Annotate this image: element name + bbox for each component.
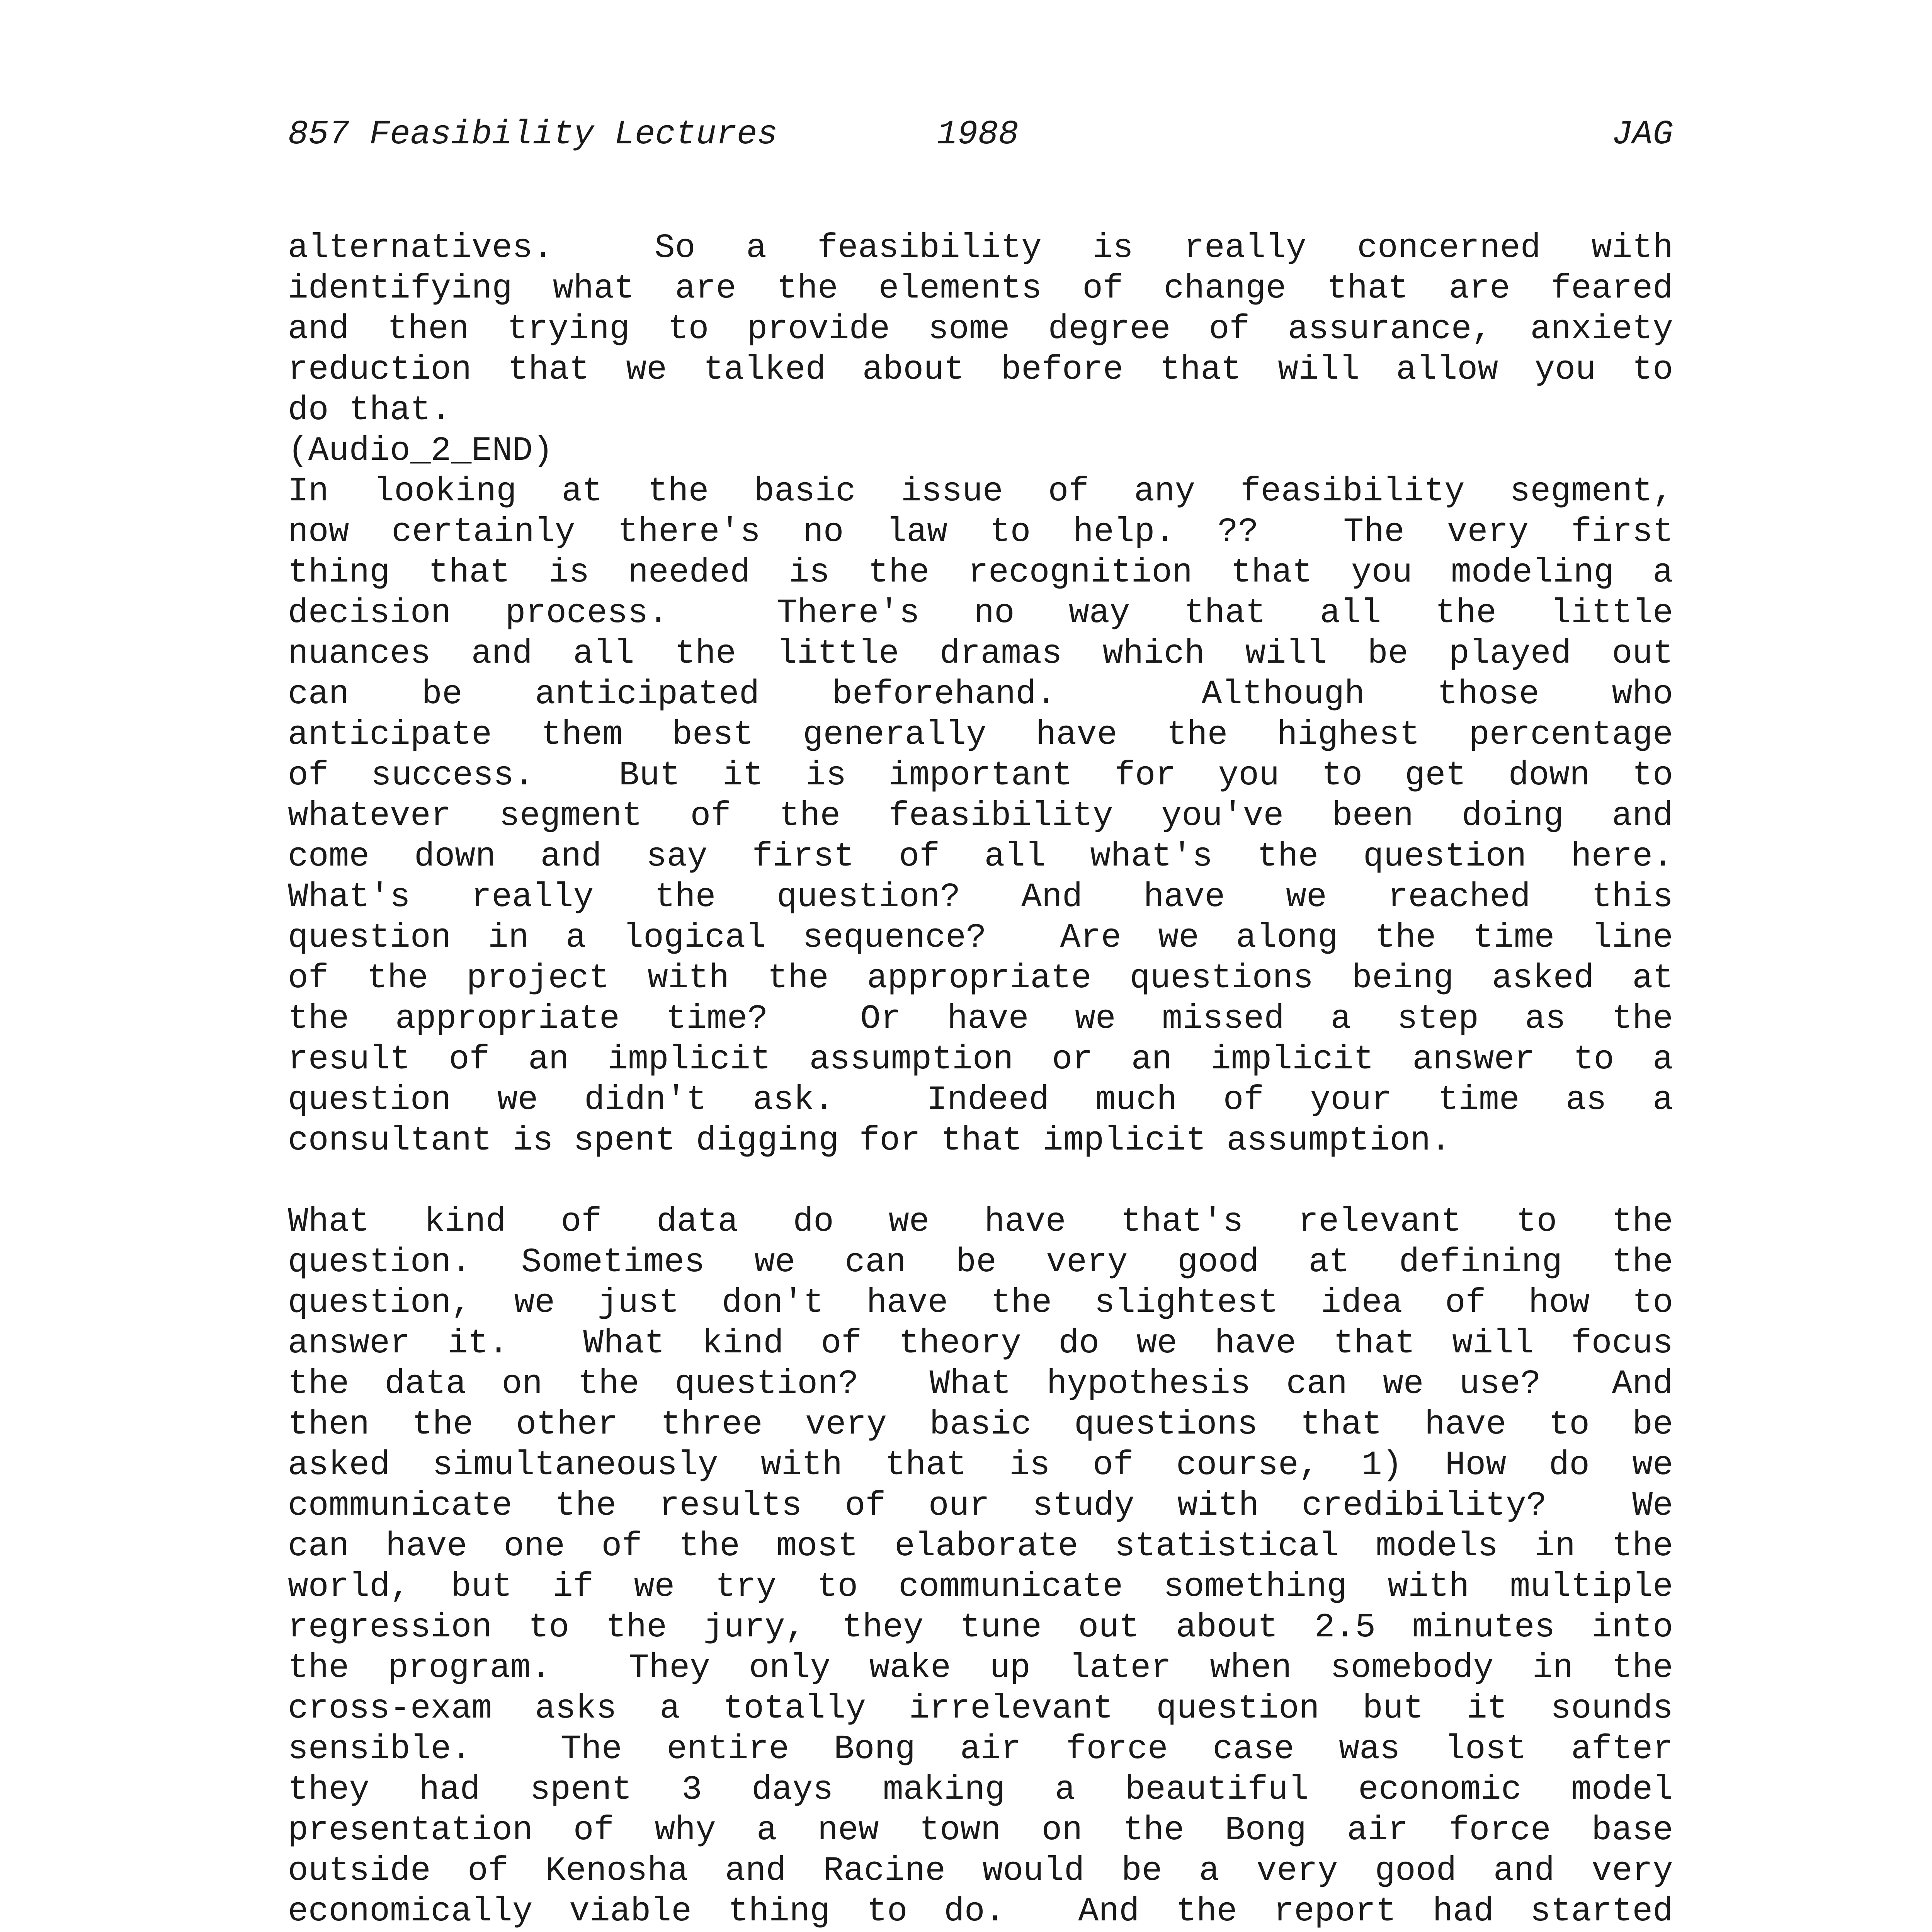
text-line: anticipate them best generally have the highest percentage bbox=[288, 716, 1673, 754]
text-line: result of an implicit assumption or an implicit answer to a bbox=[288, 1041, 1673, 1079]
text-line: economically viable thing to do. And the report had started bbox=[288, 1893, 1673, 1931]
text-line: then the other three very basic questions that have to be bbox=[288, 1406, 1673, 1444]
text-line: thing that is needed is the recognition that you modeling a bbox=[288, 554, 1673, 592]
text-line: What kind of data do we have that's relevant to the bbox=[288, 1203, 1673, 1241]
text-line: asked simultaneously with that is of course, 1) How do we bbox=[288, 1446, 1673, 1485]
paragraph-3 bbox=[288, 1202, 1673, 1932]
page-header bbox=[288, 110, 1673, 160]
paragraph-1 bbox=[288, 228, 1673, 431]
text-line: now certainly there's no law to help. ?? The very first bbox=[288, 513, 1673, 551]
text-line: of success. But it is important for you to get down to bbox=[288, 757, 1673, 795]
text-line: question, we just don't have the slightest idea of how to bbox=[288, 1284, 1673, 1322]
text-line: can be anticipated beforehand. Although those who bbox=[288, 675, 1673, 714]
text-line: question in a logical sequence? Are we along the time line bbox=[288, 919, 1673, 957]
text-line: of the project with the appropriate questions being asked at bbox=[288, 959, 1673, 998]
text-line: do that. bbox=[288, 391, 451, 430]
text-line: alternatives. So a feasibility is really concerned with bbox=[288, 229, 1673, 267]
text-line: world, but if we try to communicate something with multiple bbox=[288, 1568, 1673, 1606]
text-line: sensible. The entire Bong air force case was lost after bbox=[288, 1730, 1673, 1769]
paragraph-2 bbox=[288, 471, 1673, 1161]
text-line: question. Sometimes we can be very good at defining the bbox=[288, 1243, 1673, 1282]
document-body bbox=[288, 228, 1673, 1932]
text-line: and then trying to provide some degree of assurance, anxiety bbox=[288, 310, 1673, 349]
text-line: decision process. There's no way that all the little bbox=[288, 594, 1673, 633]
header-year: 1988 bbox=[937, 116, 1019, 154]
text-line: consultant is spent digging for that implicit assumption. bbox=[288, 1122, 1451, 1160]
text-line: they had spent 3 days making a beautiful economic model bbox=[288, 1771, 1673, 1809]
text-line: regression to the jury, they tune out about 2.5 minutes into bbox=[288, 1609, 1673, 1647]
text-line: the data on the question? What hypothesis can we use? And bbox=[288, 1365, 1673, 1403]
audio-marker: (Audio_2_END) bbox=[288, 432, 553, 470]
header-title: 857 Feasibility Lectures bbox=[288, 116, 778, 154]
paragraph-spacer bbox=[288, 1161, 1673, 1202]
text-line: can have one of the most elaborate statistical models in the bbox=[288, 1527, 1673, 1566]
text-line: identifying what are the elements of change that are feared bbox=[288, 270, 1673, 308]
text-line: come down and say first of all what's the question here. bbox=[288, 838, 1673, 876]
text-line: answer it. What kind of theory do we have that will focus bbox=[288, 1325, 1673, 1363]
text-line: the program. They only wake up later when somebody in the bbox=[288, 1649, 1673, 1687]
text-line: What's really the question? And have we reached this bbox=[288, 878, 1673, 917]
text-line: reduction that we talked about before that will allow you to bbox=[288, 351, 1673, 389]
text-line: question we didn't ask. Indeed much of your time as a bbox=[288, 1081, 1673, 1119]
text-line: communicate the results of our study with credibility? We bbox=[288, 1487, 1673, 1525]
text-line: the appropriate time? Or have we missed a step as the bbox=[288, 1000, 1673, 1038]
text-line: cross-exam asks a totally irrelevant question but it sounds bbox=[288, 1690, 1673, 1728]
text-line: presentation of why a new town on the Bong air force base bbox=[288, 1811, 1673, 1850]
text-line: outside of Kenosha and Racine would be a very good and very bbox=[288, 1852, 1673, 1890]
text-line: In looking at the basic issue of any feasibility segment, bbox=[288, 473, 1673, 511]
text-line: nuances and all the little dramas which will be played out bbox=[288, 635, 1673, 673]
text-line: whatever segment of the feasibility you've been doing and bbox=[288, 797, 1673, 835]
header-author: JAG bbox=[1612, 116, 1673, 154]
